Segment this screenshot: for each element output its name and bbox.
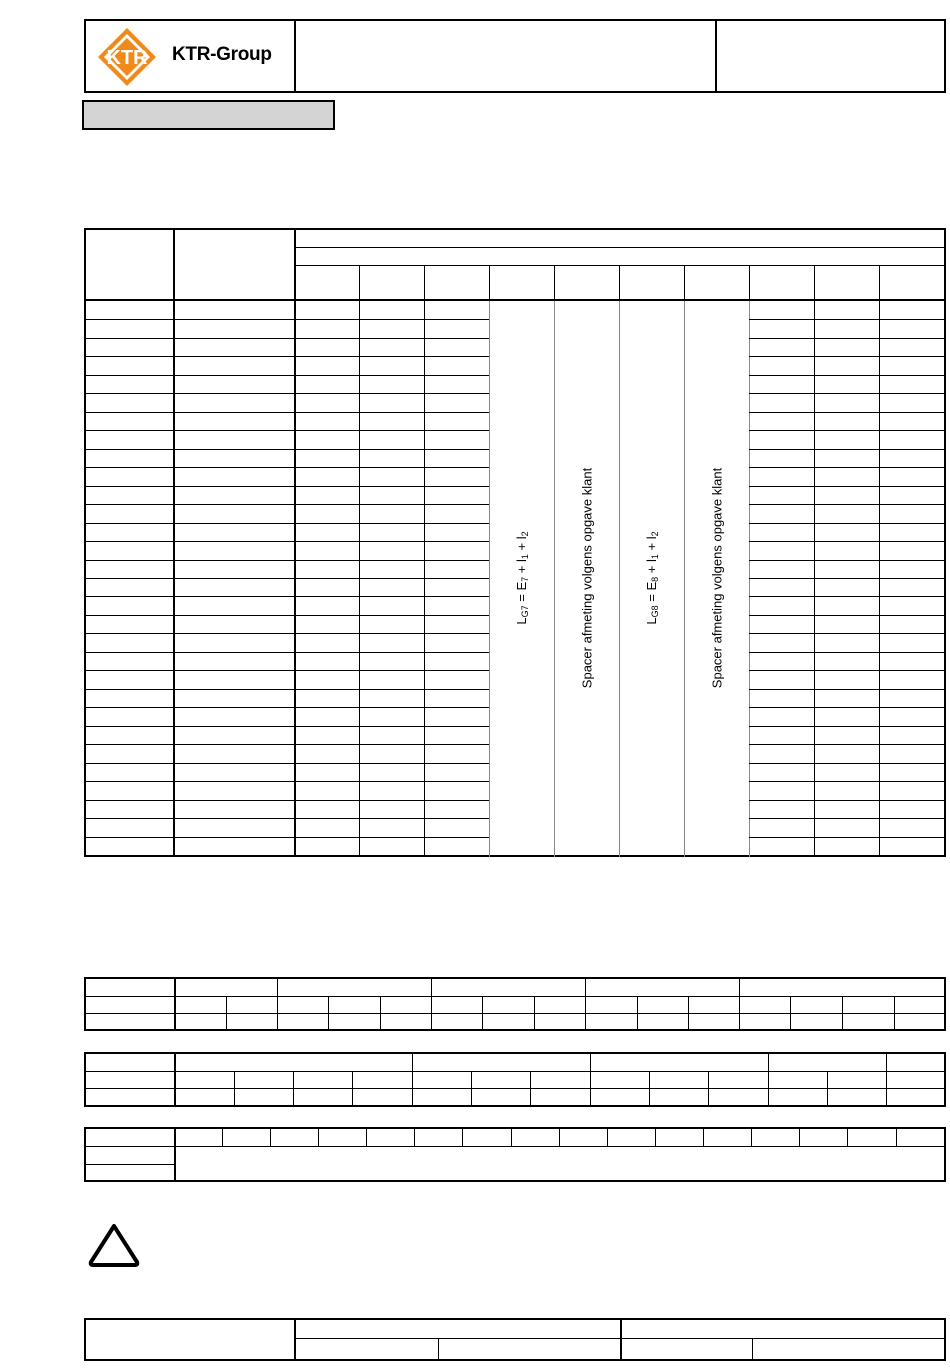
main-col-line <box>879 265 880 300</box>
table-a-col-line <box>739 977 740 1031</box>
main-row-line <box>749 467 946 468</box>
table-b-col-line <box>352 1071 353 1107</box>
table-b-col-line <box>293 1071 294 1107</box>
table-b-frame <box>84 1052 946 1107</box>
main-row-line <box>84 375 489 376</box>
main-row-line <box>749 356 946 357</box>
main-row-line <box>749 615 946 616</box>
table-b-col-line <box>708 1071 709 1107</box>
main-row-line <box>84 541 489 542</box>
footer-row-line <box>294 1338 946 1339</box>
table-a-col-line <box>380 996 381 1031</box>
main-row-line <box>84 449 489 450</box>
main-row-line <box>749 633 946 634</box>
table-a-col-line <box>431 977 432 1031</box>
main-row-line <box>749 430 946 431</box>
main-row-line <box>749 412 946 413</box>
main-row-line <box>84 615 489 616</box>
table-c-col-line <box>847 1127 848 1146</box>
main-row-line <box>84 319 489 320</box>
main-col-line <box>814 301 815 857</box>
table-a-col-line <box>328 996 329 1031</box>
table-b-col-line <box>234 1071 235 1107</box>
main-row-line <box>84 837 489 838</box>
main-row-line <box>84 338 489 339</box>
main-row-line <box>749 393 946 394</box>
main-row-line <box>84 633 489 634</box>
main-row-line <box>749 560 946 561</box>
main-row-line <box>84 744 489 745</box>
table-c-col-line <box>318 1127 319 1146</box>
table-c-col-line <box>222 1127 223 1146</box>
ktr-logo-icon <box>97 27 157 87</box>
main-row-line <box>84 412 489 413</box>
table-b-col-line <box>649 1071 650 1107</box>
footer-col-divider <box>294 1318 296 1361</box>
main-col-line <box>749 265 750 300</box>
logo-letters: KTR <box>106 47 148 69</box>
main-row-line <box>749 670 946 671</box>
main-row-line <box>84 578 489 579</box>
main-col-line <box>489 265 490 300</box>
table-c-col-line <box>366 1127 367 1146</box>
main-col-line <box>879 301 880 857</box>
main-row-line <box>749 744 946 745</box>
table-c-col-divider <box>174 1127 176 1182</box>
table-b-col-divider <box>174 1052 176 1107</box>
main-row-line <box>84 689 489 690</box>
footer-col-line <box>752 1338 753 1361</box>
table-c-frame <box>84 1127 946 1182</box>
main-row-line <box>749 319 946 320</box>
rotated-note: Spacer afmeting volgens opgave klant <box>579 467 595 689</box>
main-row-line <box>84 596 489 597</box>
main-col-line <box>749 301 750 857</box>
table-c-col-line <box>462 1127 463 1146</box>
warning-triangle-icon <box>86 1220 142 1270</box>
main-row-line <box>749 707 946 708</box>
brand-name: KTR-Group <box>172 44 272 65</box>
rotated-note: $L_{G7} = E_7 + l_1 + l_2$ <box>514 531 530 625</box>
main-col-line <box>359 301 360 857</box>
main-row-line <box>749 800 946 801</box>
table-a-col-line <box>482 996 483 1031</box>
main-header-line <box>295 247 946 248</box>
table-a-col-line <box>534 996 535 1031</box>
main-row-line <box>84 430 489 431</box>
table-c-col-line <box>607 1127 608 1146</box>
main-col-line <box>619 265 620 300</box>
main-row-line <box>749 596 946 597</box>
table-a-row-line <box>84 996 946 997</box>
table-a-row-line <box>84 1013 946 1014</box>
main-col-line <box>619 301 620 857</box>
main-col-line <box>554 301 555 857</box>
main-row-line <box>749 652 946 653</box>
main-header-bottom-line <box>84 299 946 301</box>
table-b-row-line <box>84 1088 946 1089</box>
table-b-col-line <box>530 1071 531 1107</box>
main-col-line <box>424 301 425 857</box>
main-row-line <box>84 726 489 727</box>
table-c-col-line <box>799 1127 800 1146</box>
main-row-line <box>749 449 946 450</box>
table-a-col-line <box>585 977 586 1031</box>
main-row-line <box>749 689 946 690</box>
main-row-line <box>749 578 946 579</box>
main-row-line <box>84 560 489 561</box>
main-row-line <box>749 726 946 727</box>
main-row-line <box>84 486 489 487</box>
table-b-col-line <box>886 1052 887 1107</box>
main-row-line <box>84 781 489 782</box>
table-b-col-line <box>590 1052 591 1107</box>
main-col-line <box>424 265 425 300</box>
main-col-line <box>684 265 685 300</box>
table-c-col-line <box>559 1127 560 1146</box>
table-a-frame <box>84 977 946 1031</box>
main-row-line <box>84 707 489 708</box>
main-row-line <box>749 375 946 376</box>
table-a-col-line <box>277 977 278 1031</box>
main-row-line <box>749 763 946 764</box>
table-b-col-line <box>827 1071 828 1107</box>
main-row-line <box>84 467 489 468</box>
main-col-line <box>814 265 815 300</box>
main-row-line <box>749 541 946 542</box>
main-row-line <box>84 670 489 671</box>
main-row-line <box>84 356 489 357</box>
table-a-col-line <box>842 996 843 1031</box>
main-row-line <box>749 837 946 838</box>
table-b-col-line <box>471 1071 472 1107</box>
table-c-col-line <box>511 1127 512 1146</box>
footer-table-frame <box>84 1318 946 1361</box>
main-row-line <box>84 504 489 505</box>
table-a-col-line <box>637 996 638 1031</box>
table-a-col-line <box>790 996 791 1031</box>
table-c-col-line <box>896 1127 897 1146</box>
table-c-col-line <box>414 1127 415 1146</box>
rotated-note: $L_{G8} = E_8 + l_1 + l_2$ <box>644 531 660 625</box>
main-col-line <box>489 301 490 857</box>
main-row-line <box>84 818 489 819</box>
main-row-line <box>84 763 489 764</box>
table-a-col-line <box>688 996 689 1031</box>
table-a-col-divider <box>174 977 176 1031</box>
main-header-line <box>295 265 946 266</box>
footer-col-line <box>438 1338 439 1361</box>
header-divider-2 <box>715 19 717 93</box>
main-row-line <box>84 523 489 524</box>
main-row-line <box>749 818 946 819</box>
main-row-line <box>84 800 489 801</box>
table-a-col-line <box>226 996 227 1031</box>
main-col-line <box>684 301 685 857</box>
table-b-col-line <box>768 1052 769 1107</box>
main-col-line <box>554 265 555 300</box>
table-c-col-line <box>751 1127 752 1146</box>
main-row-line <box>84 393 489 394</box>
main-row-line <box>749 781 946 782</box>
main-row-line <box>749 504 946 505</box>
table-c-row-line <box>84 1164 174 1165</box>
header-divider-1 <box>294 19 296 93</box>
main-row-line <box>749 486 946 487</box>
footer-col-divider <box>620 1318 622 1361</box>
section-label-tab <box>82 100 335 130</box>
table-b-row-line <box>84 1071 946 1072</box>
main-row-line <box>749 523 946 524</box>
table-c-col-line <box>703 1127 704 1146</box>
main-row-line <box>749 338 946 339</box>
table-c-row-line <box>84 1146 946 1147</box>
table-c-col-line <box>270 1127 271 1146</box>
table-b-col-line <box>412 1052 413 1107</box>
main-col-line <box>359 265 360 300</box>
rotated-note: Spacer afmeting volgens opgave klant <box>709 467 725 689</box>
table-a-col-line <box>894 996 895 1031</box>
main-row-line <box>84 652 489 653</box>
table-c-col-line <box>655 1127 656 1146</box>
